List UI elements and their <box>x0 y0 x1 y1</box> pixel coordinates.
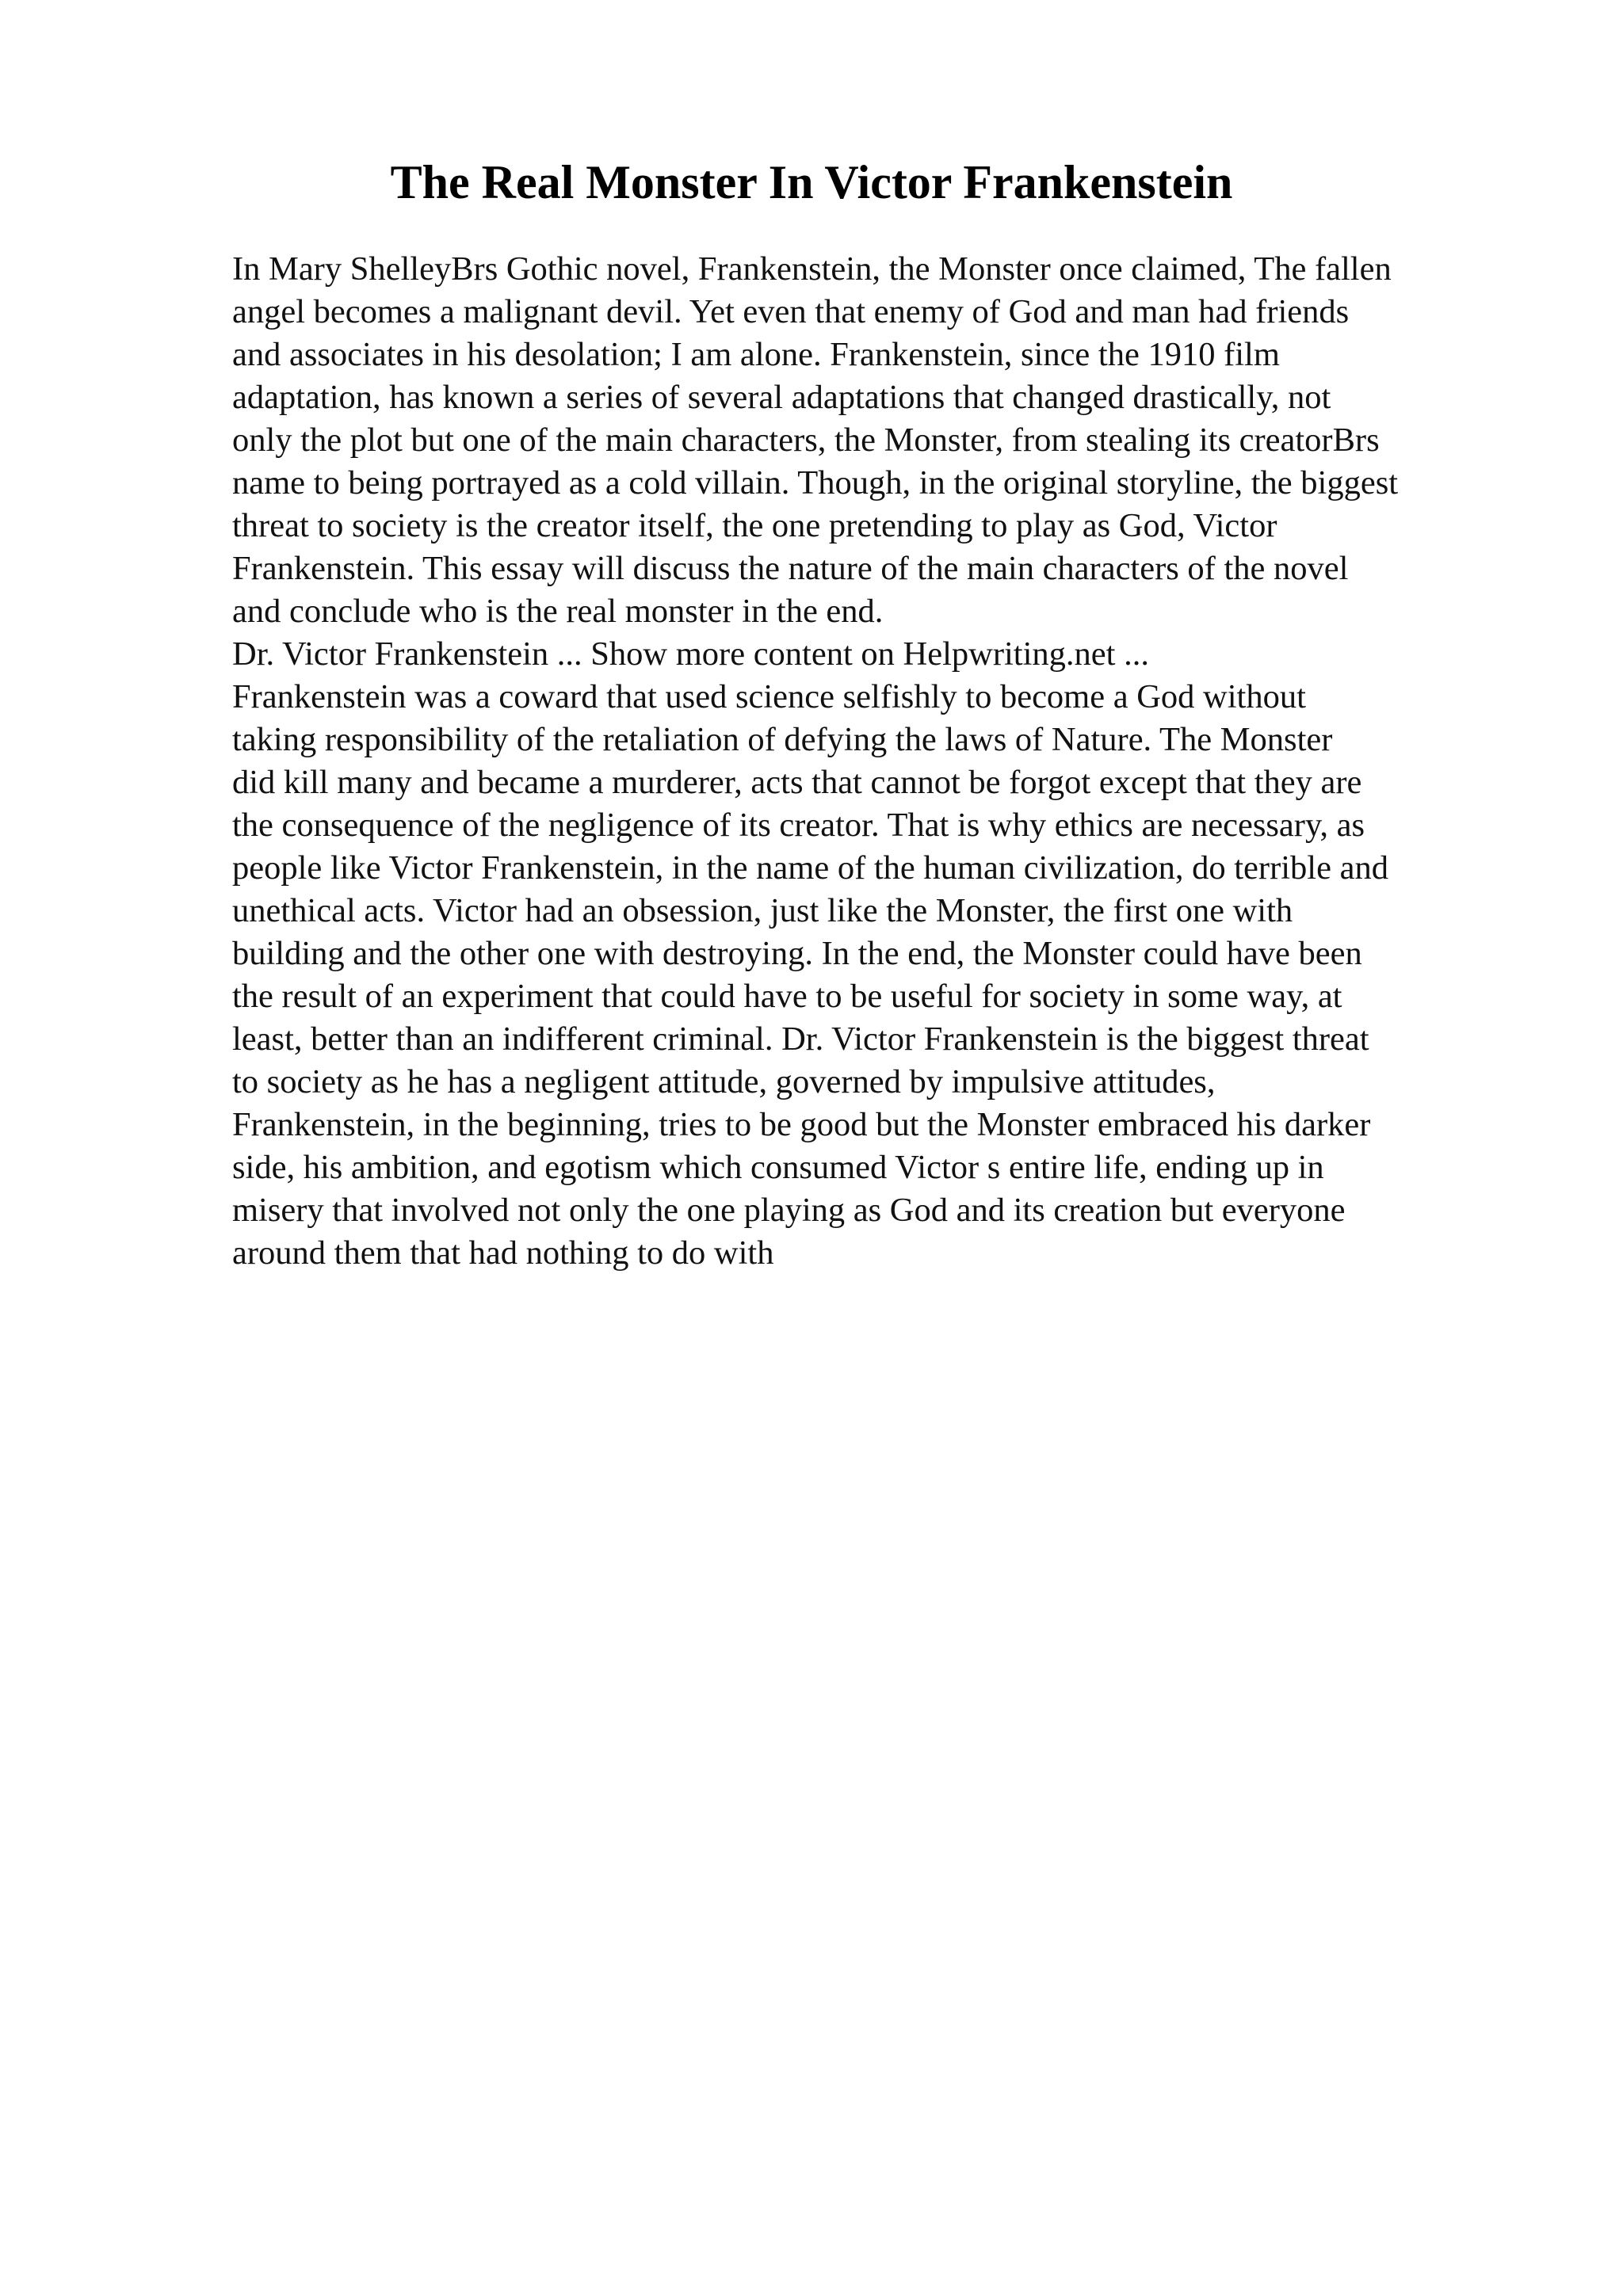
body-line-17: building and the other one with destroying. In the end, the Monster could have been <box>232 935 1362 972</box>
body-line-13: did kill many and became a murderer, acts that cannot be forgot except that they are <box>232 764 1362 801</box>
body-line-11: Frankenstein was a coward that used science selfishly to become a God without <box>232 678 1306 715</box>
body-line-23: misery that involved not only the one playing as God and its creation but everyone <box>232 1192 1346 1229</box>
body-line-10: Dr. Victor Frankenstein ... Show more content on Helpwriting.net ... <box>232 635 1149 673</box>
body-line-14: the consequence of the negligence of its creator. That is why ethics are necessary, as <box>232 807 1365 844</box>
body-line-6: name to being portrayed as a cold villain. Though, in the original storyline, the biggest <box>232 464 1399 502</box>
body-line-9: and conclude who is the real monster in the end. <box>232 593 884 630</box>
body-line-20: to society as he has a negligent attitude, governed by impulsive attitudes, <box>232 1063 1216 1100</box>
body-line-22: side, his ambition, and egotism which consumed Victor s entire life, ending up in <box>232 1149 1324 1186</box>
body-line-1: In Mary ShelleyBrs Gothic novel, Frankenstein, the Monster once claimed, The fallen <box>232 250 1392 288</box>
body-line-4: adaptation, has known a series of several adaptations that changed drastically, not <box>232 379 1331 416</box>
body-line-21: Frankenstein, in the beginning, tries to be good but the Monster embraced his darker <box>232 1106 1371 1143</box>
body-line-12: taking responsibility of the retaliation of defying the laws of Nature. The Monster <box>232 721 1333 758</box>
body-line-5: only the plot but one of the main characters, the Monster, from stealing its creatorBrs <box>232 421 1380 459</box>
document-body <box>232 248 1532 1275</box>
body-line-18: the result of an experiment that could have to be useful for society in some way, at <box>232 978 1342 1015</box>
body-line-19: least, better than an indifferent criminal. Dr. Victor Frankenstein is the biggest threat <box>232 1020 1369 1058</box>
body-line-8: Frankenstein. This essay will discuss the nature of the main characters of the novel <box>232 550 1349 587</box>
body-line-3: and associates in his desolation; I am alone. Frankenstein, since the 1910 film <box>232 336 1280 373</box>
body-line-16: unethical acts. Victor had an obsession, just like the Monster, the first one with <box>232 892 1293 929</box>
body-line-15: people like Victor Frankenstein, in the name of the human civilization, do terrible and <box>232 849 1388 887</box>
body-line-7: threat to society is the creator itself, the one pretending to play as God, Victor <box>232 507 1277 544</box>
body-line-2: angel becomes a malignant devil. Yet even that enemy of God and man had friends <box>232 293 1350 330</box>
body-line-24: around them that had nothing to do with <box>232 1234 774 1272</box>
document-title: The Real Monster In Victor Frankenstein <box>390 156 1233 208</box>
